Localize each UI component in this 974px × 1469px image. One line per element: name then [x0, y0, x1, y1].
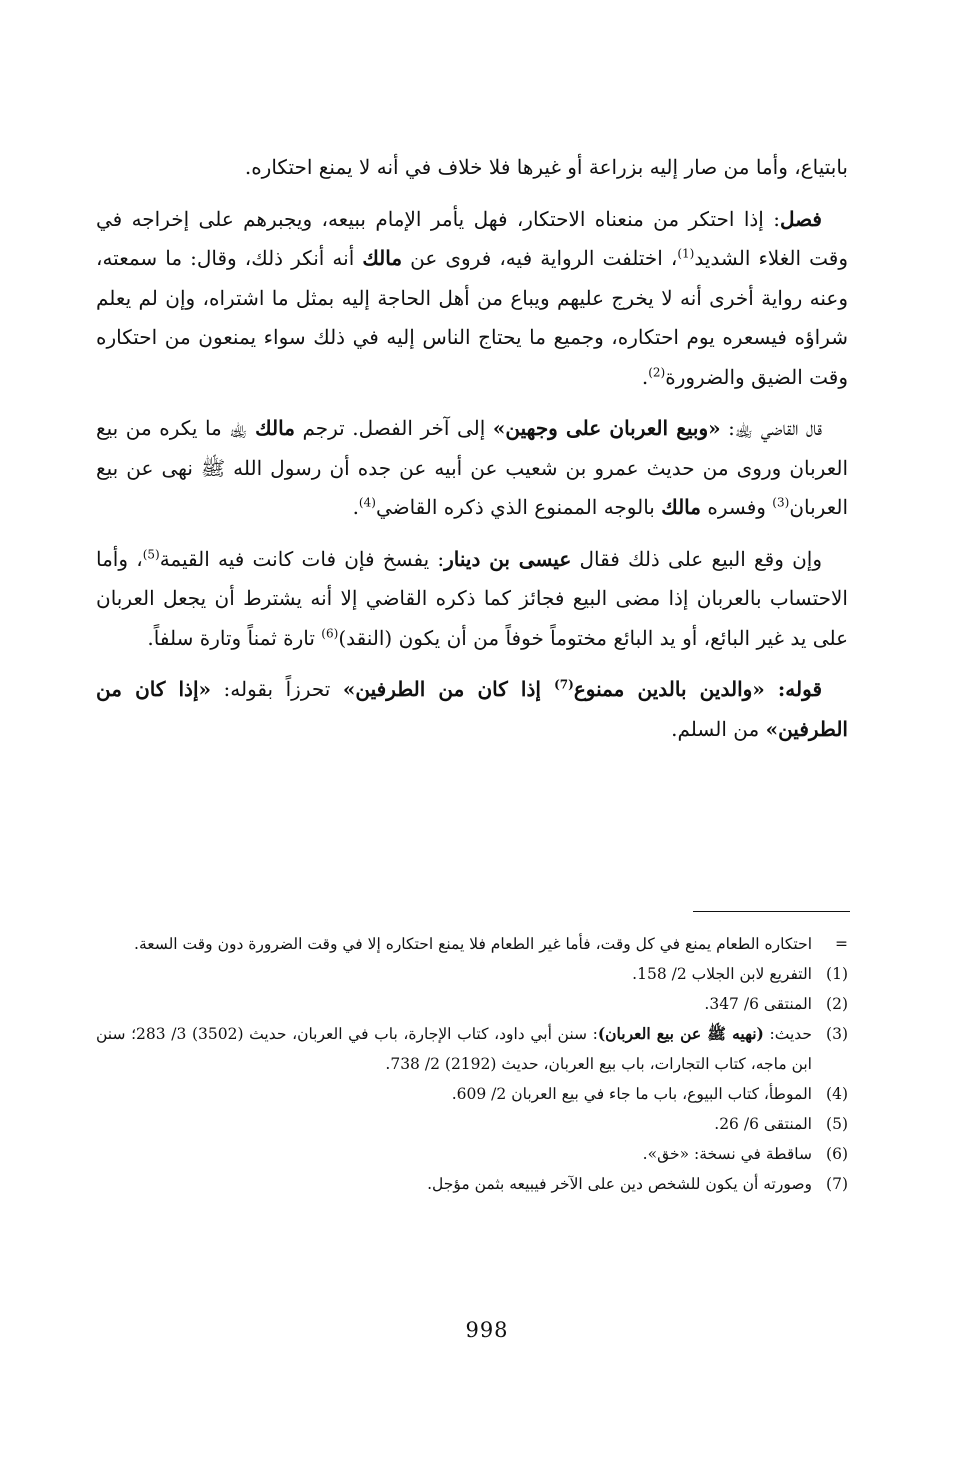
footnote-number: (3) — [826, 1025, 848, 1043]
section-heading: فصل — [779, 206, 822, 231]
quoted-matn: «وبيع العربان على وجهين» — [492, 416, 721, 440]
footnote-ref: (5) — [142, 546, 160, 561]
footnote-text: وصورته أن يكون للشخص دين على الآخر فيبيعه بثمن مؤجل. — [427, 1175, 812, 1193]
footnote-text: ساقطة في نسخة: «خق». — [642, 1145, 812, 1163]
paragraph-text: قال القاضي ﵀: — [720, 416, 822, 440]
paragraph-text: من السلم. — [671, 716, 766, 741]
main-text — [96, 148, 848, 761]
name-malik: مالك — [255, 416, 295, 440]
footnote-number: (1) — [826, 965, 848, 983]
footnote-1 — [96, 959, 848, 989]
footnote-text: الموطأ، كتاب البيوع، باب ما جاء في بيع العربان 2/ 609. — [451, 1085, 812, 1103]
paragraph-text: إلى آخر الفصل. ترجم — [294, 416, 493, 440]
paragraph-text: بابتياع، وأما من صار إليه بزراعة أو غيرها فلا خلاف في أنه لا يمنع احتكاره. — [244, 155, 848, 179]
quoted-matn: إذا كان من الطرفين» — [342, 677, 555, 701]
quoted-matn: قوله: «والدين بالدين ممنوع — [573, 677, 823, 701]
footnote-ref: (6) — [321, 625, 339, 640]
footnote-3 — [96, 1019, 848, 1079]
footnote-ref: (4) — [358, 495, 376, 510]
footnotes — [96, 929, 848, 1199]
paragraph-2 — [96, 200, 848, 398]
footnote-text: المنتقى 6/ 347. — [704, 995, 812, 1013]
footnote-2 — [96, 989, 848, 1019]
footnote-ref: (1) — [677, 246, 695, 261]
footnote-5 — [96, 1109, 848, 1139]
paragraph-text: تارة ثمناً وتارة سلفاً. — [147, 625, 322, 650]
footnote-text: احتكاره الطعام يمنع في كل وقت، فأما غير الطعام فلا يمنع احتكاره إلا في وقت الضرورة دون وقت السعة. — [134, 935, 812, 953]
footnote-separator — [693, 911, 850, 912]
paragraph-1 — [96, 148, 848, 188]
footnote-continuation — [96, 929, 848, 959]
footnote-number: = — [835, 935, 848, 953]
paragraph-text: أنه أنكر ذلك، وقال: ما سمعته، وعنه رواية أخرى أنه لا يخرج عليهم ويباع من أهل الحاجة إليه بمثل ما اشتراه، وإن لم يعلم شراؤه فيسعره يوم احتكاره، وجميع ما يحتاج الناس إليه في ذلك سواء يمنعون من احتكاره وقت الضيق والضرورة — [96, 246, 848, 389]
paragraph-text: . — [352, 495, 359, 519]
paragraph-text: . — [641, 364, 649, 389]
hadith-title: (نهيه ﷺ عن بيع العربان) — [597, 1024, 764, 1043]
paragraph-text: تحرزاً بقوله: — [211, 677, 343, 701]
paragraph-text: : إذا احتكر من منعناه الاحتكار، فهل يأمر الإمام ببيعه، ويجبرهم على إخراجه في وقت الغلاء الشديد — [96, 206, 849, 270]
footnote-text: المنتقى 6/ 26. — [714, 1115, 812, 1133]
footnote-6 — [96, 1139, 848, 1169]
footnote-ref: (7) — [554, 677, 574, 692]
paragraph-text: ﵀ ما يكره من بيع العربان وروى من حديث عمرو بن شعيب عن أبيه عن جده أن رسول الله ﷺ نهى عن بيع العربان — [96, 416, 848, 519]
footnote-4 — [96, 1079, 848, 1109]
quoted-matn: «إذا كان من الطرفين» — [96, 677, 848, 741]
paragraph-5 — [96, 670, 848, 749]
name-isa-ibn-dinar: عيسى بن دينار — [444, 546, 572, 571]
name-malik: مالك — [362, 246, 403, 270]
footnote-text — [96, 1019, 812, 1079]
footnote-number: (4) — [826, 1085, 848, 1103]
footnote-ref: (3) — [772, 495, 790, 510]
footnote-text: التفريع لابن الجلاب 2/ 158. — [632, 965, 812, 983]
footnote-ref: (2) — [648, 364, 666, 379]
footnote-number: (6) — [826, 1145, 848, 1163]
footnote-body: : سنن أبي داود، كتاب الإجارة، باب في العربان، حديث (3502) 3/ 283؛ سنن ابن ماجه، كتاب التجارات، باب بيع العربان، حديث (2192) 2/ 738. — [96, 1025, 812, 1073]
paragraph-text: ، اختلفت الرواية فيه، فروى عن — [402, 246, 678, 270]
footnote-prefix: حديث: — [763, 1025, 812, 1043]
footnote-number: (7) — [826, 1175, 848, 1193]
paragraph-text: بالوجه الممنوع الذي ذكره القاضي — [375, 495, 662, 519]
page-number: 998 — [465, 1318, 509, 1342]
paragraph-text: وإن وقع البيع على ذلك فقال — [571, 546, 822, 571]
paragraph-text: ، وأما الاحتساب بالعربان إذا مضى البيع فجائز كما ذكره القاضي إلا أنه يشترط أن يجعل العربان على يد غير البائع، أو يد البائع مختوماً خوفاً من أن يكون (النقد) — [96, 546, 848, 650]
footnote-number: (2) — [826, 995, 848, 1013]
footnote-number: (5) — [826, 1115, 848, 1133]
paragraph-text: : يفسخ فإن فات كانت فيه القيمة — [159, 546, 445, 571]
footnote-7 — [96, 1169, 848, 1199]
paragraph-text: وفسره — [701, 495, 773, 519]
paragraph-4 — [96, 540, 848, 659]
paragraph-3 — [96, 409, 848, 528]
name-malik: مالك — [661, 495, 701, 519]
